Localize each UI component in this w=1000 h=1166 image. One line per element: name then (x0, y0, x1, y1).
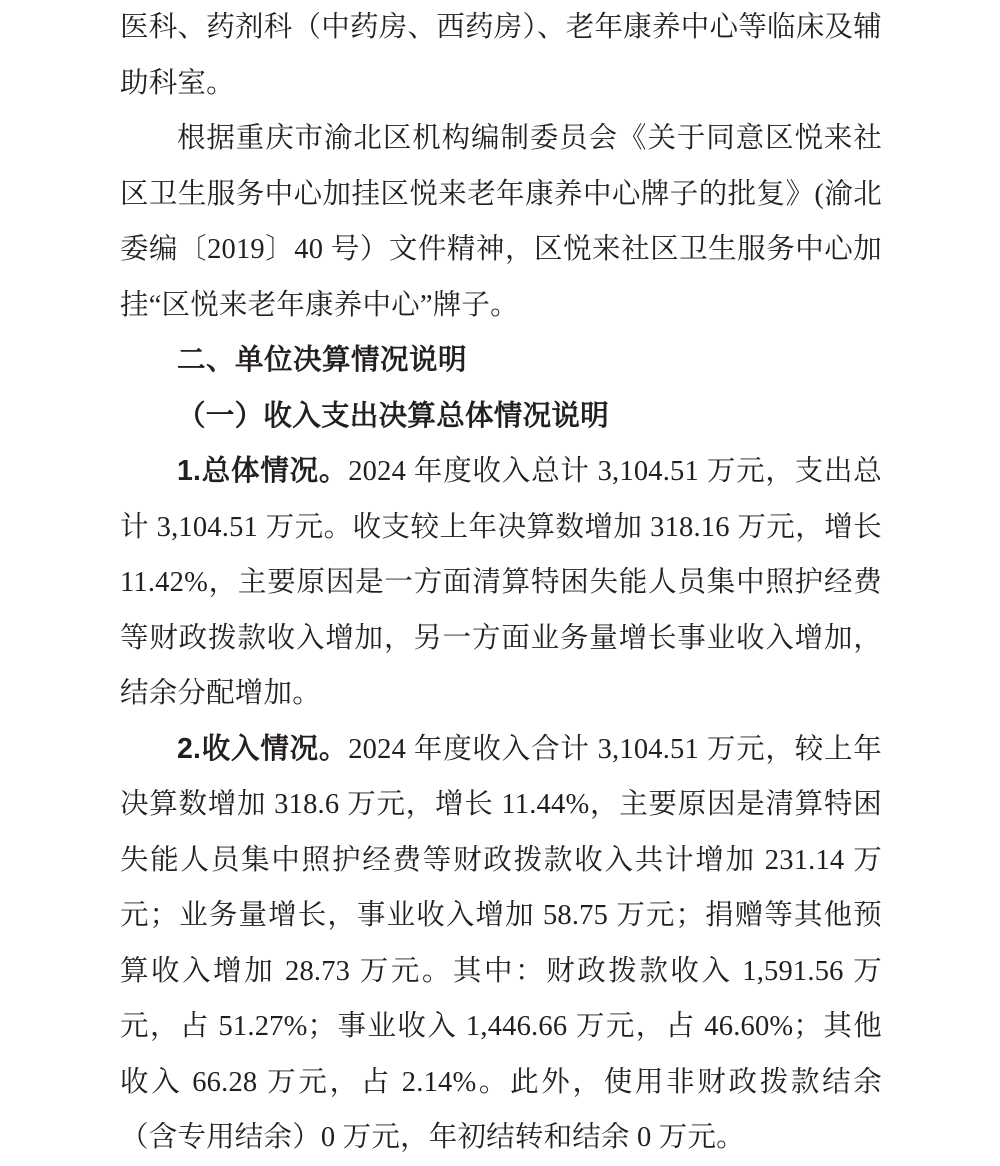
item-1-lead-label: 1.总体情况。 (177, 455, 349, 487)
paragraph-overall-situation (120, 444, 882, 722)
subsection-heading-1: （一）收入支出决算总体情况说明 (177, 399, 610, 432)
paragraph-departments-continued: 医科、药剂科（中药房、西药房）、老年康养中心等临床及辅助科室。 (120, 12, 882, 99)
item-2-body-text: 2024 年度收入合计 3,104.51 万元，较上年决算数增加 318.6 万元，增长 11.44%，主要原因是清算特困失能人员集中照护经费等财政拨款收入共计增加 231.14 万元；业务量增长，事业收入增加 58.75 万元；捐赠等其他预算收入增加 28.73 万元。其中：财政拨款收入 1,591.56 万元，占 51.27%；事业收入 1,446.66 万元，占 46.60%；其他收入 66.28 万元，占 2.14%。此外，使用非财政拨款结余（含专用结余）0 万元，年初结转和结余 0 万元。 (120, 733, 883, 1153)
item-2-lead-label: 2.收入情况。 (177, 732, 349, 765)
section-heading-2: 二、单位决算情况说明 (177, 344, 468, 376)
item-1-body-text: 2024 年度收入总计 3,104.51 万元，支出总计 3,104.51 万元。收支较上年决算数增加 318.16 万元，增长 11.42%，主要原因是一方面清算特困失能人员集中照护经费等财政拨款收入增加，另一方面业务量增长事业收入增加，结余分配增加。 (120, 456, 883, 709)
paragraph-income-situation (120, 722, 882, 1166)
paragraph-approval-document: 根据重庆市渝北区机构编制委员会《关于同意区悦来社区卫生服务中心加挂区悦来老年康养中心牌子的批复》(渝北委编〔2019〕40 号）文件精神，区悦来社区卫生服务中心加挂“区悦来老年康养中心”牌子。 (120, 123, 882, 321)
